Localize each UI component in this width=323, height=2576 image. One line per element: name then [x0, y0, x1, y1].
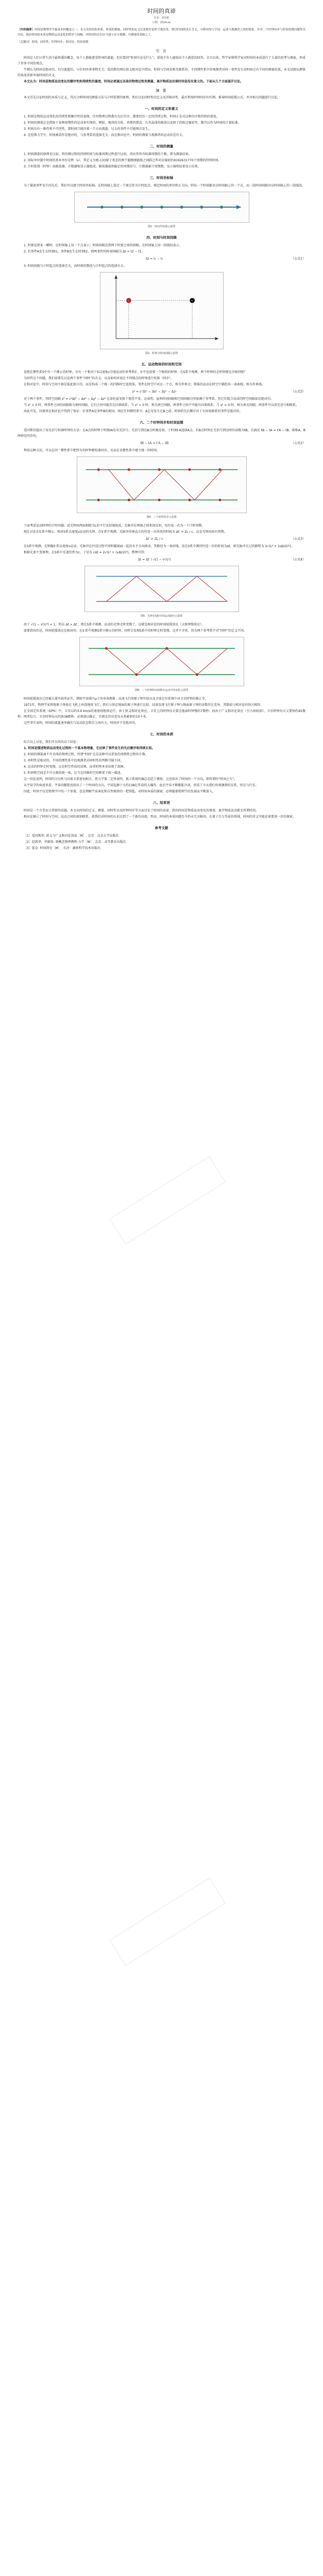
- clock-sync-diagram: [77, 457, 246, 513]
- body-paragraph: 需要指出的是，时间延缓效应是相对的。在S′系中观测S系中静止的时钟，同样会发现S系中的时钟走时变慢。这并不矛盾，因为两个参考系中对“同时”的定义不同。: [24, 629, 247, 633]
- section-paragraph: 3. 时间间隔与计时起点的选择无关，而时刻的数值与计时起点的选择有关。: [24, 264, 127, 268]
- abstract: [18, 27, 305, 38]
- section-paragraph: 1. 时间是物质运动变化的持续性和顺序性的表现。任何物理过程都有先后次序，都要经历一定的持续过程，时间正是对这种次序和持续的量度。: [24, 115, 219, 118]
- moving-clocks-diagram: [80, 637, 244, 686]
- figure-caption: 图5：光钟在S系中的运动路径示意图: [140, 615, 183, 618]
- outline-heading: 摘 要: [156, 89, 167, 93]
- abstract-text: 时间是物理学中最基本的概念之一。本文从时间的本质、时间的测量、同时性的定义以及相对论时空观出发，探讨时间的真正含义，分析时间与空间、运动与观测者之间的联系，并对二个时钟同步与时间延缓问题作出讨论，指出时间的本质是物质运动变化的秩序与间隔，对时间的认识应当建立在可观测、可测量的基础之上。: [18, 28, 305, 37]
- equation: s² = c²Δt² − Δx² − Δy² − Δz² （公式5）: [132, 390, 305, 394]
- section-heading: 一、时间的定义和意义: [145, 107, 178, 111]
- section-heading: 二、时间的测量: [149, 144, 174, 148]
- section-heading: 八、结束语: [153, 801, 170, 805]
- figure-moving-clocks: [79, 637, 244, 686]
- body-paragraph: 从宇宙学的角度来看，宇宙的膨胀也给出了一个时间的方向。宇宙起源于大约138亿年前的大爆炸，此后宇宙不断膨胀冷却，形成了今天我们所观测到的星系、恒星与行星。: [24, 784, 259, 787]
- section-heading: 七、时间的本质: [149, 732, 174, 736]
- figure-caption: 图1：时间坐标轴示意图: [147, 225, 176, 228]
- figure-light-clock: [84, 566, 239, 612]
- equation: Δt′ = 2L / c （公式3）: [145, 537, 305, 541]
- body-paragraph: 由此可见，因果律在相对论中得到了保证：若事件A是事件B的原因，则在任何惯性系中，A总是发生在B之前。时间的先后顺序对于有因果联系的事件是绝对的。: [24, 410, 243, 413]
- body-paragraph: 当 s² > 0 时，两事件之间的间隔称为类时间隔，它们之间可能存在因果联系；当 s² < 0 时，称为类空间隔，两事件之间不可能有因果联系；当 s² = 0 时，称为类光间隔，两事件可以用光信号相联系。: [24, 403, 299, 407]
- section-paragraph: 3. 同时性是相对的，不同的惯性系中的观测者对同时性的判断可能不同。: [24, 759, 124, 762]
- intro-heading: 引 言: [156, 49, 167, 53]
- reference-item: ［1］爱因斯坦. 狭义与广义相对论浅说［M］. 北京：北京大学出版社.: [24, 834, 120, 838]
- section-paragraph: 利用这种方法，可以在同一惯性系中把所有的时钟都校准同步，从而在该惯性系中建立统一的时间。: [24, 449, 160, 452]
- date-line: 日期：2024-xx: [152, 21, 171, 24]
- body-paragraph: 这一结论说明，时间的方向性与因果关系密切相关。热力学第二定律表明，孤立系统的熵总是趋于增加，这也给出了时间的一个方向，即所谓的“时间之矢”。: [24, 777, 237, 781]
- section-paragraph: 1. 时刻是指某一瞬时，在时间轴上用一个点表示；时间间隔是指两个时刻之间的间隔，在时间轴上用一段线段表示。: [24, 244, 182, 247]
- equation: tB − tA = t′A − tB （公式2）: [140, 442, 305, 445]
- section-paragraph: 5. 时间和空间是不可分割的统一体，应当在四维时空的框架下统一描述。: [24, 771, 124, 775]
- author-line: 作者：刘昊阳: [154, 16, 169, 20]
- section-heading: 六、二个时钟同步和时间延缓: [140, 420, 183, 425]
- intro-paragraph: 时间是人们日常生活中最熟悉的概念，每个人都能感受时间的流逝，但若要问“时间究竟是什么”，却很少有人能给出令人满意的回答。自古以来，哲学家和科学家对时间的本质进行了大量的思考与探索，形成了许多不同的观点。: [18, 56, 305, 65]
- intro-paragraph: 牛顿认为时间是绝对的、均匀流逝的，与任何外界事物无关；爱因斯坦则在狭义相对论中指出，时间与空间是相互联系的，不同惯性系中的观测者对同一事件发生的时间会有不同的测量结果。本文试图从测量的角度重新审视时间的含义。: [18, 68, 305, 77]
- equation: Δt = t₂ − t₁ （公式1）: [145, 257, 305, 261]
- intro-paragraph: 本文认为：时间是物质运动变化的顺序性和持续性的量度，时间必须通过具体的物理过程来测量，离开物质运动谈时间是没有意义的。下面从几个方面展开讨论。: [24, 80, 244, 83]
- section-paragraph: 为了描述事件发生的先后，我们可以建立时间坐标轴。在时间轴上选定一个原点作为计时起点，规定时间的单位和正方向，则每一个时刻都对应时间轴上的一个点，而一段时间间隔对应时间轴上的一段线段。: [24, 184, 305, 188]
- body-paragraph: 由于 √(1 − v²/c²) < 1，所以 Δt > Δt′，即在S系中观测，运动的光钟走时变慢了，这就是相对论的时间延缓效应（又称钟慢效应）。: [24, 623, 205, 626]
- section-paragraph: 爱因斯坦提出了用光信号校准时钟的方法：在A点的时钟于时刻tA发出光信号，光信号到达B点时被反射，于时刻t′A返回A点。若B点时钟在光信号到达时的读数为tB，且满足 tB − tA = t′A − tB，则称A、B两钟是同步的。: [18, 429, 305, 438]
- section-heading: 五、运动物体的时间和空间: [141, 362, 182, 366]
- abstract-label: ［内容摘要］: [18, 28, 35, 31]
- references-heading: 参考文献: [155, 826, 168, 830]
- section-paragraph: 2. 国际单位制中时间的基本单位是秒（s），其定义为铯-133原子基态的两个超精细能级之间跃迁所对应辐射的9192631770个周期的持续时间。: [24, 159, 222, 162]
- watermark: [109, 1877, 226, 1967]
- interval-diagram: [100, 273, 223, 349]
- keywords: ［关键词］时间；同时性；时钟同步；相对论；时间延缓: [18, 41, 89, 44]
- section-paragraph: 2. 若事件A发生在时刻t1，事件B发生在时刻t2，则两事件的时间间隔为 Δt = t2 − t1。: [24, 250, 145, 253]
- section-paragraph: 为回答这个问题，我们需要先讨论两个事件“同时”的含义，以及如何对放在不同地点的时钟进行校准（同步）。: [24, 377, 174, 380]
- equation: Δt = Δt′ / √(1 − v²/c²) （公式4）: [138, 558, 305, 562]
- section-paragraph: 4. 在经典力学中，时间被看作是绝对的，与参考系的选择无关；而在相对论中，时间的测量与观测者的运动状态有关。: [24, 133, 185, 137]
- watermark: [109, 1156, 226, 1245]
- page-title: 时间的真谛: [147, 8, 176, 14]
- body-paragraph: 在S系中观测，光钟随S′系以速度v运动，光脉冲在往返过程中同时随镜面一起沿水平方向移动，其路径为一条折线。设在S系中测得往返一次的时间为Δt，则光脉冲走过的路程为 2√(L² + (vΔt/2)²)。: [24, 545, 294, 548]
- section-paragraph: 4. 运动的时钟走时变慢，这是时空性质的反映，而非时钟本身出现了故障。: [24, 765, 127, 769]
- section-paragraph: 1. 时间测量的原理是比较。将待测过程的持续时间与标准周期过程进行比较，得出其所含标准周期的个数，即为测量结果。: [24, 152, 192, 156]
- reference-item: ［2］赵凯华，罗蔚茵. 新概念物理教程·力学［M］. 北京：高等教育出版社.: [24, 840, 127, 844]
- figure-clock-sync: [77, 456, 247, 513]
- section-paragraph: 2. 时间的测量总是借助于某种周期性的运动来实现的。例如，地球的自转、单摆的摆动、石英晶体的振荡以及原子的跃迁辐射等，都可以作为时间的计量标准。: [24, 121, 241, 125]
- conclusion-paragraph: 时间是一个古老而又常新的话题。本文从时间的定义、测量、同时性以及时钟同步等方面讨论了时间的真谛，指出时间是物质运动变化的量度，离开物质运动就无所谓时间。: [24, 809, 259, 812]
- body-paragraph: 现在讨论在S′系中静止、相对S系以速度v运动的光钟。在S′系中观测，光脉冲沿垂直方向往返一次所用的时间为 Δt′ = 2L / c，这是光钟的固有周期。: [24, 530, 227, 534]
- section-paragraph: 3. 计时装置（时钟）由振荡器、计数器和显示器组成。振荡器提供稳定的周期信号，计数器累计周期数，显示器将结果显示出来。: [24, 165, 201, 168]
- section-paragraph: 综合以上讨论，我们可以得出以下结论：: [24, 740, 80, 744]
- body-paragraph: 1971年，物理学家将铯原子钟放在飞机上环绕地球飞行，然后与留在地面的原子钟进行比较，结果发现飞行原子钟与地面原子钟的读数存在差异，其数值与相对论的预言相符。: [24, 703, 264, 707]
- body-paragraph: 对于两个事件，其时空间隔 s² = c²Δt² − Δx² − Δy² − Δz² 在洛伦兹变换下保持不变。这表明，虽然时间间隔和空间间隔分别依赖于参考系，但它们组合而成的时空间隔却是绝对的。: [24, 397, 274, 401]
- section-paragraph: 1. 时间是描述物质运动变化过程的一个基本物理量，它反映了事件发生的先后顺序和持续长短。: [24, 747, 155, 750]
- section-paragraph: 2. 时间的测量离不开具体的物理过程，所谓“时间”总是某种可以重复的周期性过程的计数。: [24, 753, 148, 756]
- reference-item: ［3］霍金. 时间简史［M］. 长沙：湖南科学技术出版社.: [24, 846, 101, 850]
- figure-interval: [100, 272, 224, 349]
- section-paragraph: 设想在惯性系S中有一个静止的时钟，另有一个相对于S以速度v匀速运动的参考系S′，S′中也放置一个相同的时钟。在S系中观测，两个时钟的走时快慢是否相同呢？: [24, 370, 247, 374]
- figure-caption: 图6：二个时钟时间读数在运动中的变化示意图: [134, 689, 189, 692]
- section-paragraph: 下面考虑运动时钟的计时问题。设光钟由两面相距为L的平行反射镜组成，光脉冲在两镜之间来回反射，每往返一次为一个计时周期。: [24, 524, 205, 528]
- figure-caption: 图4：二个时钟同步示意图: [146, 516, 177, 519]
- section-paragraph: 3. 时间具有一维性和不可逆性，即时间只能沿着一个方向流逝，过去的事件不可能再次发生。: [24, 127, 151, 131]
- body-paragraph: 根据光速不变原理，在S系中光速仍然为c，于是有 cΔt = 2√(L² + (vΔt/2)²)，整理可得：: [24, 551, 147, 554]
- section-heading: 三、时间坐标轴: [149, 176, 174, 180]
- figure-caption: 图2：时刻与时间间隔示意图: [145, 352, 178, 355]
- light-clock-diagram: [85, 566, 239, 612]
- body-paragraph: 在相对论中，时间与空间不再是彼此独立的，而是构成一个统一的四维时空连续体。事件在时空中对应一个点，称为世界点；物体的运动在时空中描绘出一条曲线，称为世界线。: [24, 383, 265, 386]
- outline-paragraph: 本文首先讨论时间的本质与定义，其次分析时间的测量方法与计时装置的原理，然后讨论同时性的定义及其相对性，最后利用时钟同步的实例，推导时间延缓公式，并对相关问题进行讨论。: [24, 96, 281, 99]
- section-heading: 四、时刻与时间间隔: [146, 235, 177, 240]
- body-paragraph: 时间延缓效应已经被大量实验所证实，例如宇宙线中μ子的寿命测量、高速飞行的原子钟实验以及全球定位系统中对卫星时钟的修正等。: [24, 697, 208, 701]
- time-axis-diagram: [75, 192, 249, 222]
- conclusion-paragraph: 相对论揭示了时间与空间、运动之间的深刻联系，使我们对时间的认识达到了一个新的高度。然而，时间的本质问题至今仍未完全解决，在量子引力等前沿领域，时间的含义可能还需要进一步的探索。: [24, 815, 296, 819]
- body-paragraph: 因此，时间不仅是物理学中的一个参量，也是理解宇宙演化和自然规律的一把钥匙。对时间本质的探索，必将随着物理学的发展而不断深入。: [24, 790, 216, 793]
- figure-time-axis: [74, 192, 249, 223]
- body-paragraph: 在全球定位系统（GPS）中，卫星以约3.9 km/s的速度绕地球运行，由于狭义相对论效应，卫星上的时钟每天要比地面时钟慢约7微秒；而由于广义相对论效应（引力场较弱），卫星时钟每天又要快约45微秒。两者综合，卫星时钟每天约快38微秒，必须加以修正，否则定位误差每天将累积约10千米。: [18, 709, 305, 719]
- body-paragraph: 这些事实表明，时间的流逝速率确实与运动状态和引力场有关，时间并不是绝对的。: [24, 721, 139, 725]
